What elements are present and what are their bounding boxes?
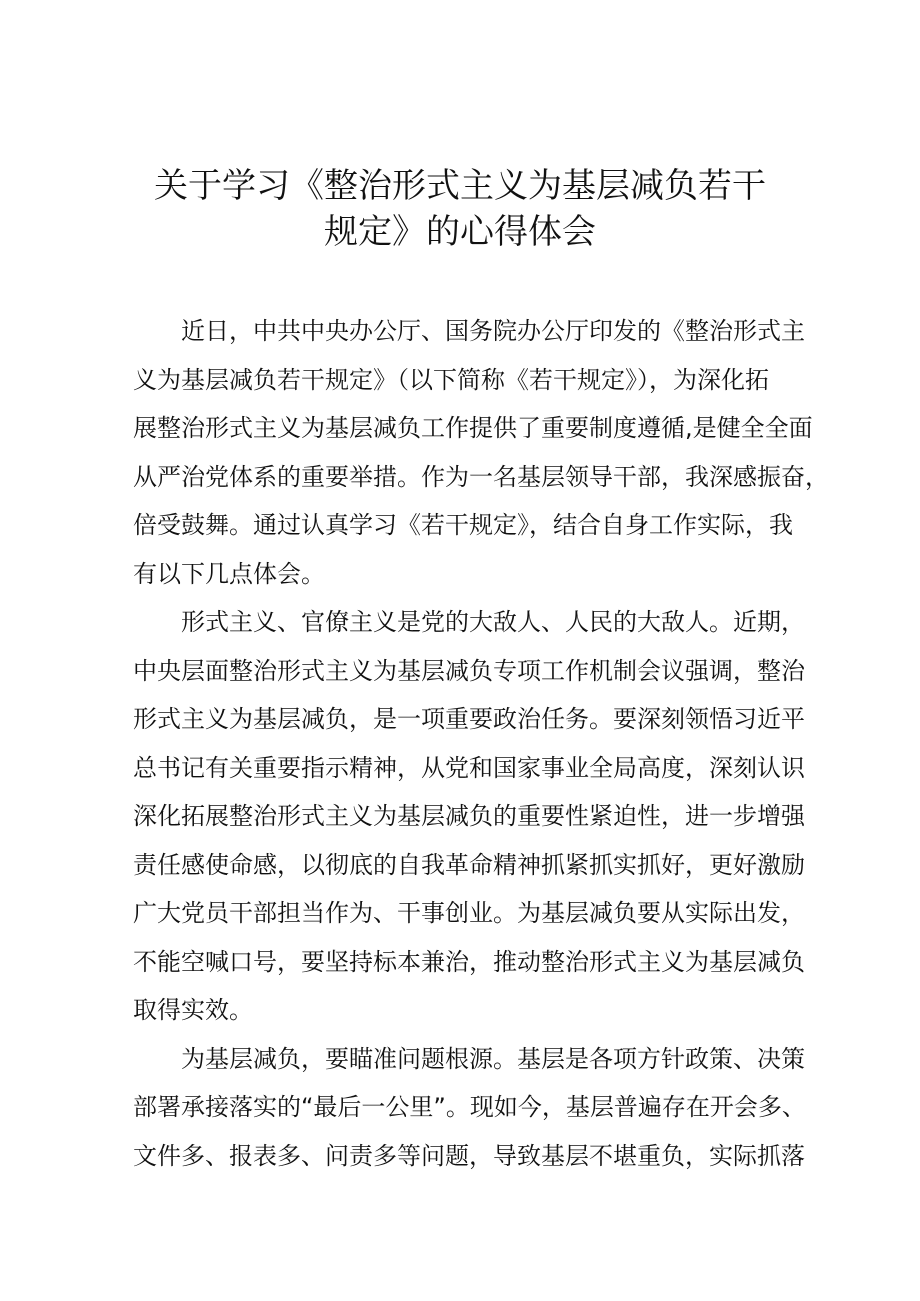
document-title bbox=[120, 163, 800, 255]
text-line: 倍受鼓舞。通过认真学习《若干规定》，结合自身工作实际，我 bbox=[133, 511, 793, 539]
title-line: 关于学习《整治形式主义为基层减负若干 bbox=[154, 166, 766, 206]
text-line: 从严治党体系的重要举措。作为一名基层领导干部，我深感振奋， bbox=[133, 462, 829, 491]
text-line: 责任感使命感，以彻底的自我革命精神抓紧抓实抓好，更好激励 bbox=[133, 850, 805, 879]
paragraph-3 bbox=[133, 1035, 805, 1181]
text-line: 广大党员干部担当作为、干事创业。为基层减负要从实际出发， bbox=[133, 899, 805, 927]
text-line: 不能空喊口号，要坚持标本兼治，推动整治形式主义为基层减负 bbox=[133, 947, 805, 976]
text-line: 展整治形式主义为基层减负工作提供了重要制度遵循,是健全全面 bbox=[133, 414, 813, 442]
document-body bbox=[133, 307, 829, 1180]
text-line: 总书记有关重要指示精神，从党和国家事业全局高度，深刻认识 bbox=[133, 753, 805, 782]
text-line: 中央层面整治形式主义为基层减负专项工作机制会议强调，整治 bbox=[133, 656, 805, 685]
text-line: 深化拓展整治形式主义为基层减负的重要性紧迫性，进一步增强 bbox=[133, 802, 805, 830]
text-line: 取得实效。 bbox=[133, 996, 253, 1024]
paragraph-1 bbox=[133, 307, 829, 598]
text-line: 部署承接落实的“最后一公里”。现如今，基层普遍存在开会多、 bbox=[133, 1093, 806, 1121]
text-line: 有以下几点体会。 bbox=[133, 559, 325, 588]
text-line: 形式主义、官僚主义是党的大敌人、人民的大敌人。近期， bbox=[181, 608, 805, 636]
text-line: 近日，中共中央办公厅、国务院办公厅印发的《整治形式主 bbox=[181, 317, 805, 345]
title-line: 规定》的心得体会 bbox=[324, 212, 596, 252]
paragraph-2 bbox=[133, 598, 805, 1035]
text-line: 形式主义为基层减负，是一项重要政治任务。要深刻领悟习近平 bbox=[133, 705, 805, 733]
text-line: 文件多、报表多、问责多等问题，导致基层不堪重负，实际抓落 bbox=[133, 1141, 805, 1170]
text-line: 为基层减负，要瞄准问题根源。基层是各项方针政策、决策 bbox=[181, 1044, 805, 1073]
text-line: 义为基层减负若干规定》（以下简称《若干规定》），为深化拓 bbox=[133, 365, 769, 394]
